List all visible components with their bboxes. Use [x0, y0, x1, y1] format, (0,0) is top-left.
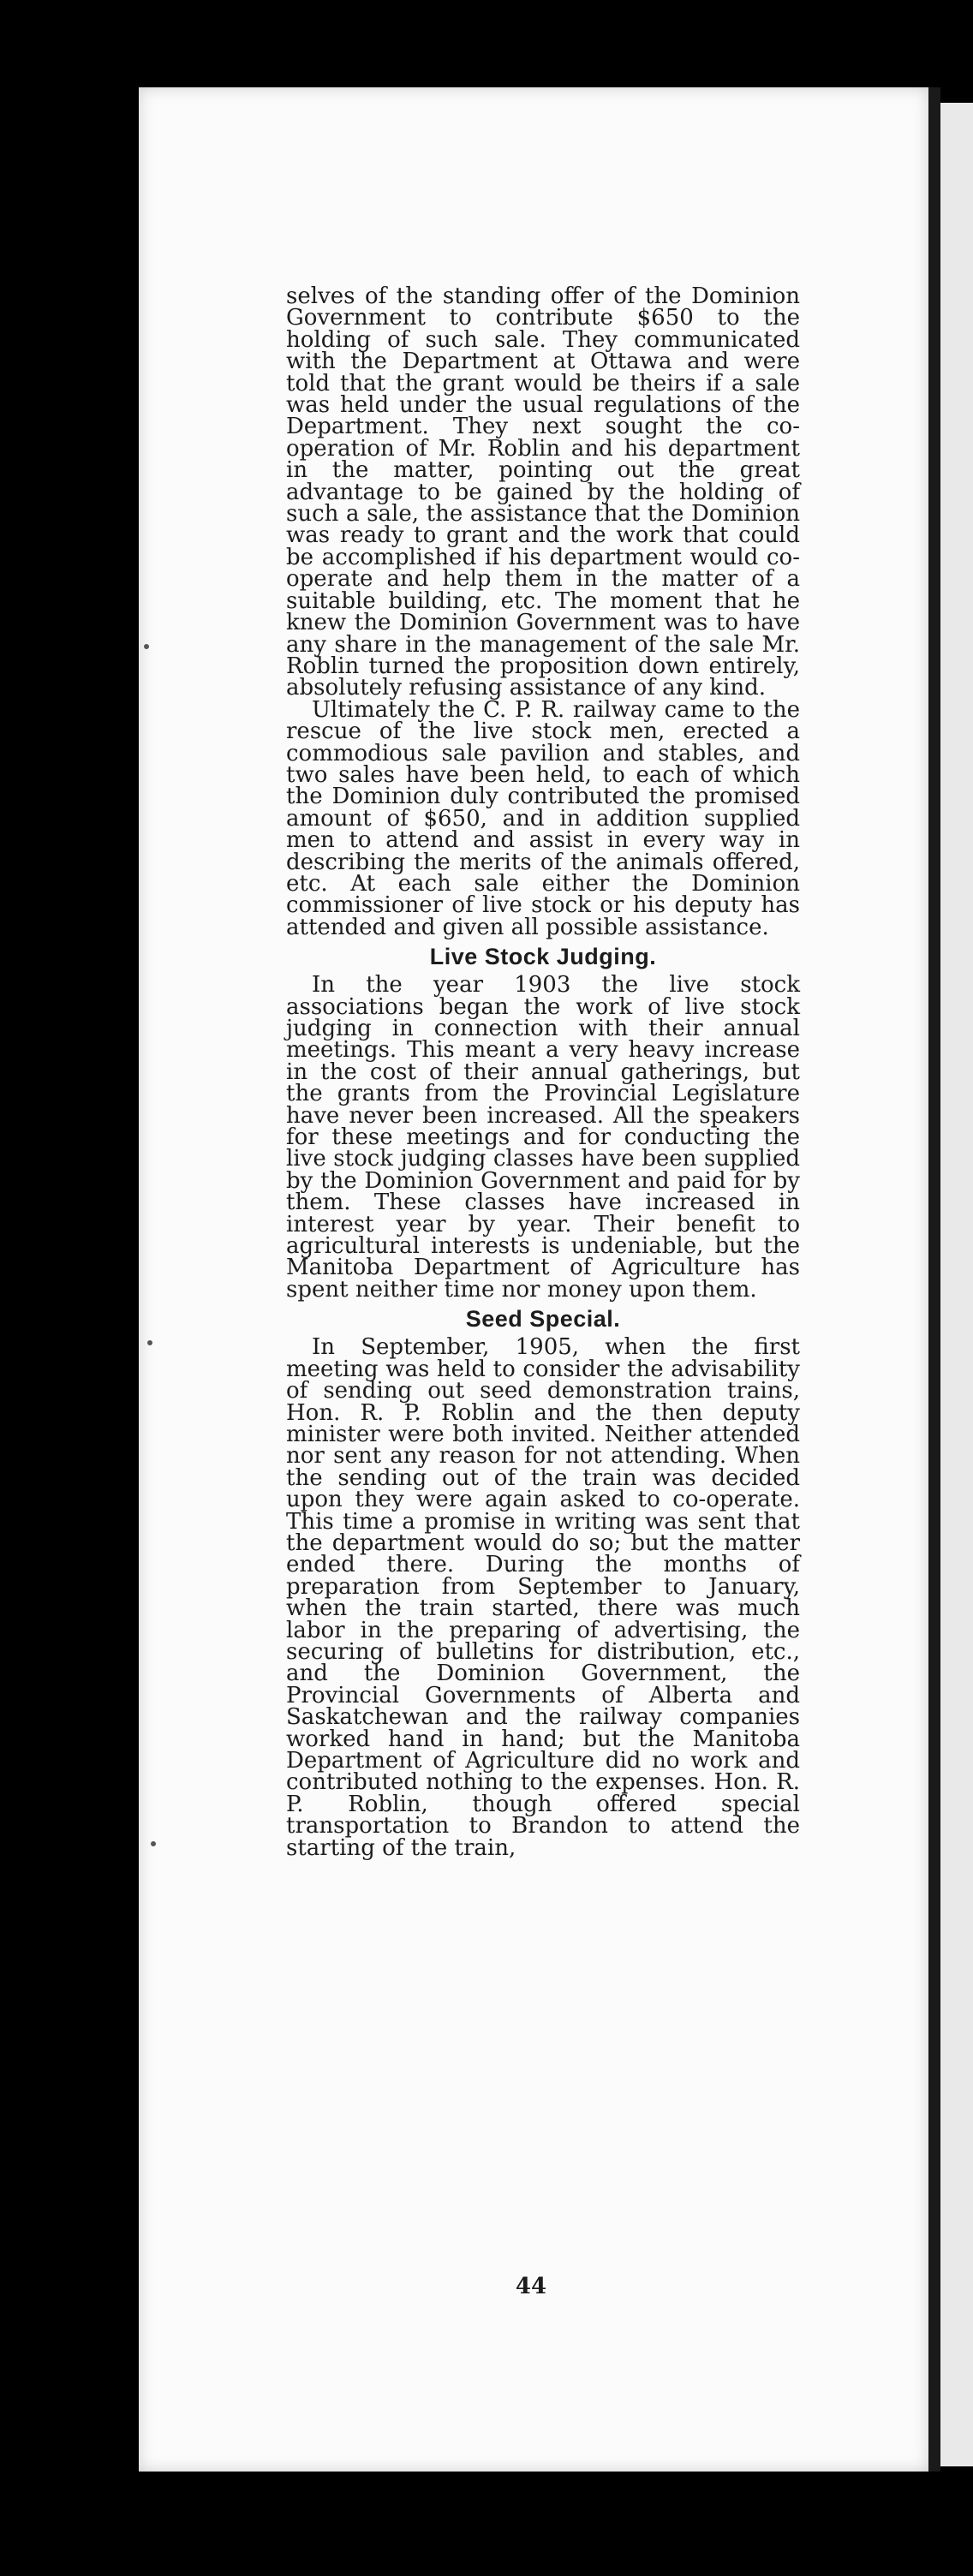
body-paragraph: Ultimately the C. P. R. railway came to the rescue of the live stock men, erected a commodious sale pavilion and stables, and two sales have been held, to each of which the Dominion duly contributed the promised amount of $650, and in addition supplied men to attend and assist in every way in describing the merits of the animals offered, etc. At each sale either the Dominion commissioner of live stock or his deputy has attended and given all possible assistance. [286, 696, 800, 940]
margin-speck [147, 1340, 152, 1345]
margin-speck [151, 1841, 156, 1846]
margin-speck [144, 644, 149, 649]
next-page-edge [940, 103, 973, 2466]
text-column [286, 283, 800, 1861]
section-heading: Seed Special. [465, 1306, 621, 1333]
section-heading: Live Stock Judging. [429, 944, 657, 970]
body-paragraph: selves of the standing offer of the Dominion Government to contribute $650 to the holding of such sale. They communicated with the Department at Ottawa and were told that the grant would be theirs if a sale was held under the usual regulations of the Department. They next sought the co-operation of Mr. Roblin and his department in the matter, pointing out the great advantage to be gained by the holding of such a sale, the assistance that the Dominion was ready to grant and the work that could be accomplished if his department would co-operate and help them in the matter of a suitable building, etc. The moment that he knew the Dominion Government was to have any share in the management of the sale Mr. Roblin turned the proposition down entirely, absolutely refusing assistance of any kind. [286, 283, 800, 701]
body-paragraph: In the year 1903 the live stock associations began the work of live stock judging in connection with their annual meetings. This meant a very heavy increase in the cost of their annual gatherings, but the grants from the Provincial Legislature have never been increased. All the speakers for these meetings and for conducting the live stock judging classes have been supplied by the Dominion Government and paid for by them. These classes have increased in interest year by year. Their benefit to agricultural interests is undeniable, but the Manitoba Department of Agriculture has spent neither time nor money upon them. [286, 972, 800, 1303]
body-paragraph: In September, 1905, when the first meeting was held to consider the advisability of sending out seed demonstration trains, Hon. R. P. Roblin and the then deputy minister were both invited. Neither attended nor sent any reason for not attending. When the sending out of the train was decided upon they were again asked to co-operate. This time a promise in writing was sent that the department would do so; but the matter ended there. During the months of preparation from September to January, when the train started, there was much labor in the preparing of advertising, the securing of bulletins for distribution, etc., and the Dominion Government, the Provincial Governments of Alberta and Saskatchewan and the railway companies worked hand in hand; but the Manitoba Department of Agriculture did no work and contributed nothing to the expenses. Hon. R. P. Roblin, though offered special transportation to Brandon to attend the starting of the train, [286, 1334, 800, 1861]
page-number: 44 [515, 2274, 547, 2299]
page-edge-shadow [928, 87, 940, 2472]
